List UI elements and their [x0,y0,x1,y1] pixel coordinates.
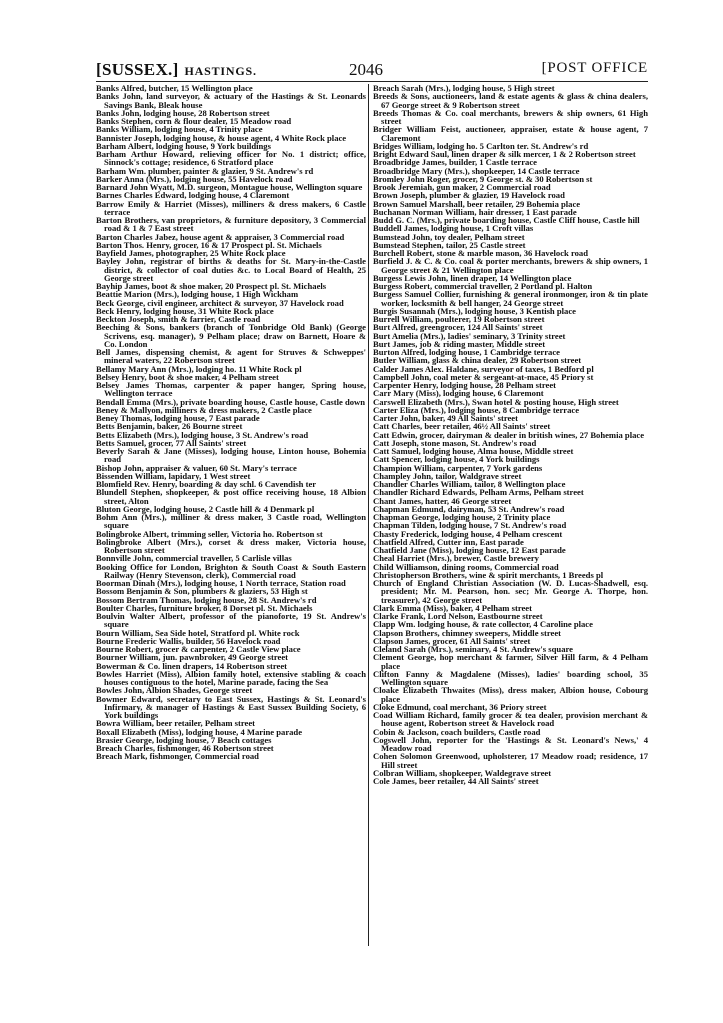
directory-entry: Beck Henry, lodging house, 31 White Rock place [96,305,274,316]
directory-entry: Chatfield Jane (Miss), lodging house, 12 East parade [373,545,566,555]
directory-entry: Chandler Charles William, tailor, 8 Wellington place [373,479,566,489]
page-number: 2046 [349,60,383,79]
left-column [96,84,366,761]
directory-entry: Burrell William, poulterer, 19 Robertson street [373,314,545,324]
directory-entry: Catt Samuel, lodging house, Alma house, Middle street [373,446,574,456]
directory-entry: Bayley John, registrar of births & deaths for St. Mary-in-the-Castle district, & collector of coal duties &c. to Local Board of Health, 25 George street [96,256,366,283]
right-column [373,84,648,785]
directory-entry: Bolingbroke Albert (Mrs.), corset & dress maker, Victoria house, Robertson street [96,536,366,555]
directory-entry: Chant James, hatter, 46 George street [373,495,512,506]
directory-entry: Carswell Elizabeth (Mrs.), Swan hotel & posting house, High street [373,396,619,407]
directory-entry: Beckton Joseph, smith & farrier, Castle road [96,314,261,324]
directory-entry: Chandler Richard Edwards, Pelham Arms, Pelham street [373,487,584,498]
header-rule [96,81,648,82]
county-label: [SUSSEX.] [96,60,179,79]
directory-entry: Booking Office for London, Brighton & South Coast & South Eastern Railway (Henry Stevenson, clerk), Commercial road [96,561,366,580]
directory-entry: Burt Alfred, greengrocer, 124 All Saints' street [373,322,543,333]
directory-entry: Christopherson Brothers, wine & spirit merchants, 1 Breeds pl [373,569,604,580]
directory-entry: Barham Arthur Howard, relieving officer for No. 1 district; office, Sinnock's cottage; residence, 6 Stratford place [96,149,366,168]
directory-entry: Beverly Sarah & Jane (Misses), lodging house, Linton house, Bohemia road [96,446,366,465]
directory-entry: Bromley John Roger, grocer, 9 George st. & 30 Robertson st [373,173,593,184]
directory-entry: Barker Anna (Mrs.), lodging house, 55 Havelock road [96,173,293,184]
directory-entry: Clement George, hop merchant & farmer, Silver Hill farm, & 4 Pelham place [373,652,648,671]
directory-entry: Cohen Solomon Greenwood, upholsterer, 17 Meadow road; residence, 17 Hill street [373,751,648,770]
directory-entry: Bridger William Feist, auctioneer, appraiser, estate & house agent, 7 Claremont [373,124,648,143]
directory-entry: Bourner William, jun. pawnbroker, 49 George street [96,652,289,663]
directory-entry: Catt Joseph, stone mason, St. Andrew's road [373,437,537,448]
directory-entry: Clark Emma (Miss), baker, 4 Pelham street [373,602,532,613]
directory-entry: Banks William, lodging house, 4 Trinity place [96,124,263,135]
directory-entry: Cloke Edmund, coal merchant, 36 Priory street [373,701,547,712]
directory-entry: Barrow Emily & Harriet (Misses), milliners & dress makers, 6 Castle terrace [96,198,366,217]
directory-entry: Beney & Mallyon, milliners & dress makers, 2 Castle place [96,404,312,415]
directory-entry: Carpenter Henry, lodging house, 28 Pelham street [373,380,557,390]
directory-entry: Catt Edwin, grocer, dairyman & dealer in british wines, 27 Bohemia place [373,429,645,440]
directory-entry: Breeds & Sons, auctioneers, land & estate agents & glass & china dealers, 67 George street & 9 Robertson street [373,91,648,110]
directory-entry: Bannister Joseph, lodging house, & house agent, 4 White Rock place [96,132,347,143]
directory-entry: Bendall Emma (Mrs.), private boarding house, Castle house, Castle down [96,396,366,407]
column-divider [368,84,369,946]
directory-entry: Bumstead John, toy dealer, Pelham street [373,231,525,242]
directory-entry: Broadbridge James, builder, 1 Castle terrace [373,157,537,168]
directory-entry: Brasier George, lodging house, 7 Beach cottages [96,734,272,745]
directory-entry: Bohm Ann (Mrs.), milliner & dress maker, 3 Castle road, Wellington square [96,512,366,531]
directory-entry: Bowles Harriet (Miss), Albion family hotel, extensive stabling & coach houses contiguous to the hotel, Marine parade, facing the Sea [96,668,366,687]
town-label: HASTINGS. [184,64,257,78]
directory-entry: Catt Spencer, lodging house, 4 York buildings [373,454,540,465]
directory-entry: Clapson James, grocer, 61 All Saints' street [373,635,531,646]
directory-entry: Burfield J. & C. & Co. coal & porter merchants, brewers & ship owners, 1 George street & 21 Wellington place [373,256,648,275]
directory-entry: Champley John, tailor, Waldgrave street [373,470,522,481]
directory-entry: Burgis Susannah (Mrs.), lodging house, 3 Kentish place [373,305,576,316]
directory-entry: Bayhip James, boot & shoe maker, 20 Prospect pl. St. Michaels [96,281,327,291]
directory-entry: Bowra William, beer retailer, Pelham street [96,718,256,729]
directory-entry: Clapp Wm. lodging house, & rate collector, 4 Caroline place [373,619,593,630]
directory-entry: Burt James, job & riding master, Middle street [373,338,546,349]
directory-entry: Cheal Harriet (Mrs.), brewer, Castle brewery [373,553,539,564]
directory-entry: Blundell Stephen, shopkeeper, & post office receiving house, 18 Albion street, Alton [96,487,366,506]
directory-entry: Cole James, beer retailer, 44 All Saints' street [373,776,539,786]
directory-entry: Beattie Marion (Mrs.), lodging house, 1 High Wickham [96,289,299,300]
directory-entry: Carter Eliza (Mrs.), lodging house, 8 Cambridge terrace [373,404,580,415]
directory-entry: Breach Sarah (Mrs.), lodging house, 5 High street [373,83,555,93]
directory-entry: Bissenden William, lapidary, 1 West street [96,470,251,481]
directory-entry: Breach Charles, fishmonger, 46 Robertson street [96,743,274,753]
directory-entry: Budd G. C. (Mrs.), private boarding house, Castle Cliff house, Castle hill [373,215,640,225]
directory-entry: Betts Benjamin, baker, 26 Bourne street [96,421,243,432]
directory-entry: Coad William Richard, family grocer & tea dealer, provision merchant & house agent, Robertson street & Havelock road [373,710,648,729]
directory-entry: Burgess Robert, commercial traveller, 2 Portland pl. Halton [373,281,593,291]
directory-entry: Banks John, land surveyor, & actuary of the Hastings & St. Leonards Savings Bank, Bleak house [96,91,366,110]
directory-entry: Barham Wm. plumber, painter & glazier, 9 St. Andrew's rd [96,165,314,176]
directory-entry: Bowerman & Co. linen drapers, 14 Robertson street [96,660,288,671]
directory-entry: Cloake Elizabeth Thwaites (Miss), dress maker, Albion house, Cobourg place [373,685,648,704]
directory-entry: Bossom Bertram Thomas, lodging house, 28 St. Andrew's rd [96,594,317,605]
directory-entry: Barnes Charles Edward, lodging house, 4 Claremont [96,190,290,201]
directory-entry: Bourne Frederic Wallis, builder, 56 Havelock road [96,635,281,646]
directory-entry: Burt Amelia (Mrs.), ladies' seminary, 3 Trinity street [373,330,566,341]
directory-page [96,0,648,1023]
directory-entry: Breach Mark, fishmonger, Commercial road [96,751,259,762]
directory-entry: Boxall Elizabeth (Miss), lodging house, 4 Marine parade [96,726,303,737]
directory-entry: Carr Mary (Miss), lodging house, 6 Claremont [373,388,544,399]
directory-entry: Broadbridge Mary (Mrs.), shopkeeper, 14 Castle terrace [373,165,580,176]
directory-entry: Bayfield James, photographer, 25 White Rock place [96,248,286,258]
directory-entry: Chapman George, lodging house, 2 Trinity place [373,512,551,522]
page-header [96,60,648,80]
directory-entry: Colbran William, shopkeeper, Waldegrave street [373,767,552,778]
directory-entry: Barton Thos. Henry, grocer, 16 & 17 Prospect pl. St. Michaels [96,239,322,250]
directory-entry: Bossom Benjamin & Son, plumbers & glaziers, 53 High st [96,586,308,597]
directory-entry: Champion William, carpenter, 7 York gardens [373,462,543,473]
directory-entry: Blomfield Rev. Henry, boarding & day schl. 6 Cavendish ter [96,479,317,489]
directory-entry: Boulter Charles, furniture broker, 8 Dorset pl. St. Michaels [96,602,313,613]
directory-entry: Buddell James, lodging house, 1 Croft villas [373,223,534,234]
directory-entry: Bonnville John, commercial traveller, 5 Carlisle villas [96,553,292,564]
directory-entry: Brook Jeremiah, gun maker, 2 Commercial road [373,182,551,192]
directory-entry: Chapman Edmund, dairyman, 53 St. Andrew's road [373,503,565,514]
directory-entry: Chapman Tilden, lodging house, 7 St. Andrew's road [373,520,567,531]
directory-entry: Bowles John, Albion Shades, George street [96,685,253,696]
directory-entry: Bright Edward Saul, linen draper & silk mercer, 1 & 2 Robertson street [373,149,636,159]
directory-entry: Bluton George, lodging house, 2 Castle hill & 4 Denmark pl [96,503,315,514]
directory-entry: Beney Thomas, lodging house, 7 East parade [96,413,260,423]
directory-entry: Burgess Lewis John, linen draper, 14 Wellington place [373,272,572,283]
directory-entry: Barton Brothers, van proprietors, & furniture depository, 3 Commercial road & 1 & 7 East street [96,215,366,234]
directory-entry: Beck George, civil engineer, architect & surveyor, 37 Havelock road [96,297,344,308]
directory-entry: Brown Joseph, plumber & glazier, 19 Havelock road [373,190,565,201]
directory-entry: Brown Samuel Marshall, beer retailer, 29 Bohemia place [373,198,581,209]
directory-entry: Clifton Fanny & Magdalene (Misses), ladies' boarding school, 35 Wellington square [373,668,648,687]
directory-entry: Belsey Henry, boot & shoe maker, 4 Pelham street [96,371,279,382]
directory-entry: Burton Alfred, lodging house, 1 Cambridge terrace [373,347,560,357]
directory-entry: Bumstead Stephen, tailor, 25 Castle street [373,239,526,250]
directory-entry: Betts Elizabeth (Mrs.), lodging house, 3 St. Andrew's road [96,429,309,440]
directory-entry: Cobin & Jackson, coach builders, Castle road [373,726,541,737]
directory-entry: Church of England Christian Association (W. D. Lucas-Shadwell, esq. president; Mr. M. Pearson, hon. sec; Mr. George A. Thorpe, hon. treasurer), 42 George street [373,578,648,605]
directory-entry: Belsey James Thomas, carpenter & paper hanger, Spring house, Wellington terrace [96,380,366,399]
directory-entry: Breeds Thomas & Co. coal merchants, brewers & ship owners, 61 High street [373,107,648,126]
directory-entry: Chasty Frederick, lodging house, 4 Pelham crescent [373,528,563,539]
directory-entry: Banks John, lodging house, 28 Robertson street [96,107,270,118]
directory-entry: Boorman Dinah (Mrs.), lodging house, 1 North terrace, Station road [96,578,346,588]
directory-entry: Barton Charles Jabez, house agent & appraiser, 3 Commercial road [96,231,345,242]
directory-entry: Barham Albert, lodging house, 9 York buildings [96,140,271,151]
publication-label: [POST OFFICE [541,60,648,76]
directory-entry: Burchell Robert, stone & marble mason, 36 Havelock road [373,248,588,258]
directory-entry: Bowmer Edward, secretary to East Sussex, Hastings & St. Leonard's Infirmary, & manager of Hastings & East Sussex Building Society, 6 York buildings [96,693,366,720]
running-head-left [96,60,257,80]
directory-entry: Cleland Sarah (Mrs.), seminary, 4 St. Andrew's square [373,644,573,654]
directory-entry: Clarke Frank, Lord Nelson, Eastbourne street [373,611,543,621]
directory-entry: Bishop John, appraiser & valuer, 60 St. Mary's terrace [96,462,297,473]
directory-entry: Bridges William, lodging ho. 5 Carlton ter. St. Andrew's rd [373,140,589,151]
directory-entry: Bourne Robert, grocer & carpenter, 2 Castle View place [96,644,301,654]
directory-entry: Clapson Brothers, chimney sweepers, Middle street [373,627,562,638]
directory-entry: Buchanan Norman William, hair dresser, 1 East parade [373,206,577,217]
directory-entry: Calder James Alex. Haldane, surveyor of taxes, 1 Bedford pl [373,363,594,374]
directory-entry: Carter John, baker, 49 All Saints' street [373,413,518,423]
directory-entry: Bourn William, Sea Side hotel, Stratford pl. White rock [96,627,300,638]
directory-entry: Bellamy Mary Ann (Mrs.), lodging ho. 11 White Rock pl [96,363,302,374]
directory-entry: Barnard John Wyatt, M.D. surgeon, Montague house, Wellington square [96,182,363,192]
directory-entry: Campbell John, coal meter & sergeant-at-mace, 45 Priory st [373,371,594,382]
directory-entry: Banks Stephen, corn & flour dealer, 15 Meadow road [96,116,292,126]
directory-entry: Burgess Samuel Collier, furnishing & general ironmonger, iron & tin plate worker, locksmith & bell hanger, 24 George street [373,289,648,308]
directory-entry: Child Williamson, dining rooms, Commercial road [373,561,559,572]
directory-entry: Cogswell John, reporter for the 'Hastings & St. Leonard's News,' 4 Meadow road [373,734,648,753]
directory-entry: Chatfield Alfred, Cutter inn, East parade [373,536,524,547]
directory-entry: Catt Charles, beer retailer, 46½ All Saints' street [373,421,551,432]
directory-entry: Bolingbroke Albert, trimming seller, Victoria ho. Robertson st [96,528,323,539]
directory-entry: Butler William, glass & china dealer, 29 Robertson street [373,355,582,366]
directory-entry: Bell James, dispensing chemist, & agent for Struves & Schweppes' mineral waters, 22 Robertson street [96,347,366,366]
directory-entry: Beeching & Sons, bankers (branch of Tonbridge Old Bank) (George Scrivens, esq. manager), 9 Pelham place; draw on Barnett, Hoare & Co. London [96,322,366,349]
directory-entry: Banks Alfred, butcher, 15 Wellington place [96,83,253,93]
directory-entry: Betts Samuel, grocer, 77 All Saints' street [96,437,247,448]
directory-entry: Boulvin Walter Albert, professor of the pianoforte, 19 St. Andrew's square [96,611,366,630]
